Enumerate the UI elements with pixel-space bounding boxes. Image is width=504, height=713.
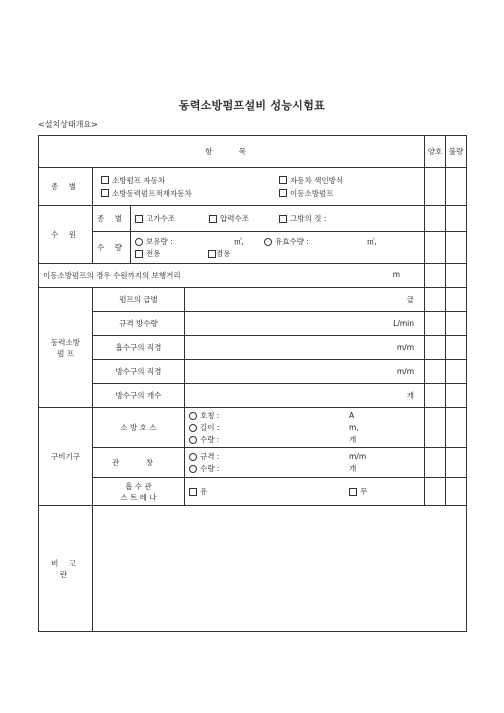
radio-icon[interactable] [135,238,143,246]
pump-row-unit[interactable]: 급 [185,288,425,312]
pump-bad-cell[interactable] [446,360,467,384]
checkbox-icon[interactable] [349,488,357,496]
water-amount-good-cell[interactable] [425,232,446,264]
water-type-label: 종 별 [93,206,131,232]
nozzle-bad-cell[interactable] [446,448,467,478]
walking-bad-cell[interactable] [446,264,467,288]
checkbox-icon[interactable] [208,250,216,258]
pump-row-unit[interactable]: 개 [185,384,425,408]
pump-good-cell[interactable] [425,288,446,312]
walking-good-cell[interactable] [425,264,446,288]
strainer-no: 무 [360,487,368,496]
checkbox-icon[interactable] [135,215,143,223]
type-option[interactable]: 소방펌프 자동차 [101,174,279,186]
pump-good-cell[interactable] [425,384,446,408]
pump-bad-cell[interactable] [446,336,467,360]
water-type-options [131,206,425,232]
radio-icon[interactable] [189,436,197,444]
form-title: 동력소방펌프설비 성능시험표 [178,99,326,112]
effective-label: 유효수량 : [275,237,309,246]
strainer-yes: 유 [200,487,208,496]
type-option[interactable]: 이동소방펌프 [279,187,420,199]
pump-good-cell[interactable] [425,312,446,336]
strainer-bad-cell[interactable] [446,478,467,506]
checkbox-icon[interactable] [279,176,287,184]
radio-icon[interactable] [189,453,197,461]
nozzle-good-cell[interactable] [425,448,446,478]
water-amount-fields [131,232,425,264]
equipment-label: 구비기구 [39,408,93,506]
checkbox-icon[interactable] [279,215,287,223]
checkbox-icon[interactable] [135,250,143,258]
header-good: 양호 [425,136,446,168]
type-options [93,168,425,206]
shared-option: 겸용 [216,249,231,258]
water-amount-bad-cell[interactable] [446,232,467,264]
radio-icon[interactable] [189,412,197,420]
pump-bad-cell[interactable] [446,288,467,312]
pump-row-label: 방수구의 개수 [93,384,185,408]
pump-row-unit[interactable]: L/min [185,312,425,336]
water-type-bad-cell[interactable] [446,206,467,232]
type-bad-cell[interactable] [446,168,467,206]
pump-good-cell[interactable] [425,360,446,384]
walking-distance-label: 이동소방펌프의 경우 수원까지의 보행거리 [43,271,181,280]
radio-icon[interactable] [264,238,272,246]
pump-label: 동력소방 펌 프 [39,288,93,408]
type-option[interactable]: 자동차 색인방식 [279,174,420,186]
strainer-fields [185,478,425,506]
nozzle-fields: 규격 : m/m 수량 : 개 [185,448,425,478]
pump-row-label: 방수구의 직경 [93,360,185,384]
water-type-option[interactable]: 고가수조 [135,213,207,225]
remarks-area[interactable] [93,506,467,632]
remarks-label: 비 고 란 [39,506,93,632]
holding-unit: ㎥, [234,237,244,246]
dedicated-option: 전용 [146,249,161,258]
holding-label: 보유량 : [146,237,173,246]
checkbox-icon[interactable] [279,189,287,197]
pump-good-cell[interactable] [425,336,446,360]
header-bad: 불량 [446,136,467,168]
pump-row-label: 흡수구의 직경 [93,336,185,360]
nozzle-label: 관 창 [93,448,185,478]
water-type-option[interactable]: 그밖의 것 : [279,213,420,225]
checkbox-icon[interactable] [101,176,109,184]
strainer-good-cell[interactable] [425,478,446,506]
pump-row-unit[interactable]: m/m [185,360,425,384]
checkbox-icon[interactable] [209,215,217,223]
water-type-option[interactable]: 압력수조 [209,213,277,225]
type-good-cell[interactable] [425,168,446,206]
test-form-table [38,135,467,632]
type-label: 종 별 [39,168,93,206]
checkbox-icon[interactable] [101,189,109,197]
water-source-label: 수 원 [39,206,93,264]
walking-distance-row [39,264,425,288]
hose-bad-cell[interactable] [446,408,467,448]
section-subtitle: <설치상태개요> [38,120,98,129]
radio-icon[interactable] [189,465,197,473]
header-item: 항 목 [39,136,425,168]
hose-fields: 호칭 : A 길이 : m, 수량 : 개 [185,408,425,448]
radio-icon[interactable] [189,424,197,432]
type-option[interactable]: 소방동력펌프적재자동차 [101,187,279,199]
water-amount-label: 수 량 [93,232,131,264]
hose-label: 소 방 호 스 [93,408,185,448]
walking-distance-unit: m [392,270,400,279]
pump-bad-cell[interactable] [446,312,467,336]
pump-bad-cell[interactable] [446,384,467,408]
pump-row-unit[interactable]: m/m [185,336,425,360]
pump-row-label: 펌프의 급별 [93,288,185,312]
water-type-good-cell[interactable] [425,206,446,232]
strainer-label: 흡 수 관 스 트 레 나 [93,478,185,506]
hose-good-cell[interactable] [425,408,446,448]
checkbox-icon[interactable] [189,488,197,496]
pump-row-label: 규격 방수량 [93,312,185,336]
effective-unit: ㎥, [367,237,377,246]
